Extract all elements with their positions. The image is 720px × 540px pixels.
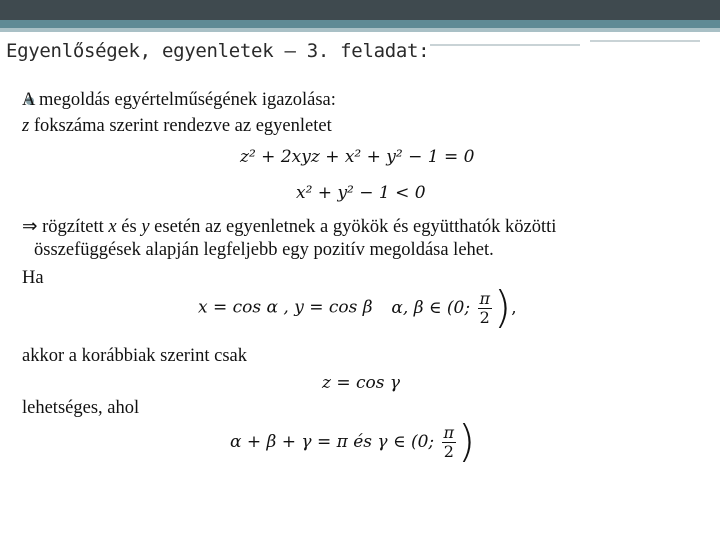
text-line-5: Ha xyxy=(22,268,44,288)
paren-close-b: ) xyxy=(458,416,476,467)
var-x: x xyxy=(108,217,117,237)
text-line-2 xyxy=(22,116,332,137)
slide-title: Egyenlőségek, egyenletek – 3. feladat: xyxy=(6,40,430,62)
equation-1: z² + 2xyz + x² + y² − 1 = 0 xyxy=(240,147,475,167)
fraction-num-b: π xyxy=(443,422,455,442)
text-line-7: lehetséges, ahol xyxy=(22,398,140,418)
text-line-1: A megoldás egyértelműségének igazolása: xyxy=(22,90,336,110)
equation-4: z = cos γ xyxy=(322,373,401,393)
equation-3-interval: α, β ∈ (0; xyxy=(391,298,471,318)
equation-5-left: α + β + γ = π és γ ∈ (0; xyxy=(230,432,435,452)
equation-3-tail: , xyxy=(511,298,517,318)
text-line-3-a: rögzített xyxy=(37,217,109,237)
paren-close: ) xyxy=(494,282,512,333)
text-line-3-b: és xyxy=(116,217,142,237)
header-light-band xyxy=(0,28,720,32)
header-divider xyxy=(430,44,580,46)
implies-arrow: ⇒ xyxy=(22,217,38,237)
header-bar xyxy=(0,0,720,36)
fraction-den-b: 2 xyxy=(443,441,454,461)
text-line-3 xyxy=(22,216,556,238)
fraction-pi-over-2-b xyxy=(442,424,457,460)
fraction-den: 2 xyxy=(479,307,490,327)
fraction-pi-over-2 xyxy=(478,290,493,326)
var-z: z xyxy=(22,116,30,136)
text-line-3-c: esetén az egyenletnek a gyökök és együtthatók közötti xyxy=(149,217,557,237)
equation-5 xyxy=(230,416,476,467)
var-y: y xyxy=(141,217,150,237)
header-divider-2 xyxy=(590,40,700,42)
header-teal-band xyxy=(0,20,720,28)
equation-3-left: x = cos α , y = cos β xyxy=(198,297,373,318)
equation-3 xyxy=(198,282,517,333)
equation-2: x² + y² − 1 < 0 xyxy=(296,183,426,203)
text-line-2-rest: fokszáma szerint rendezve az egyenletet xyxy=(29,116,332,136)
header-dark-band xyxy=(0,0,720,20)
text-line-4: összefüggések alapján legfeljebb egy pozitív megoldása lehet. xyxy=(34,240,494,260)
fraction-num: π xyxy=(479,288,491,308)
text-line-6: akkor a korábbiak szerint csak xyxy=(22,346,247,366)
